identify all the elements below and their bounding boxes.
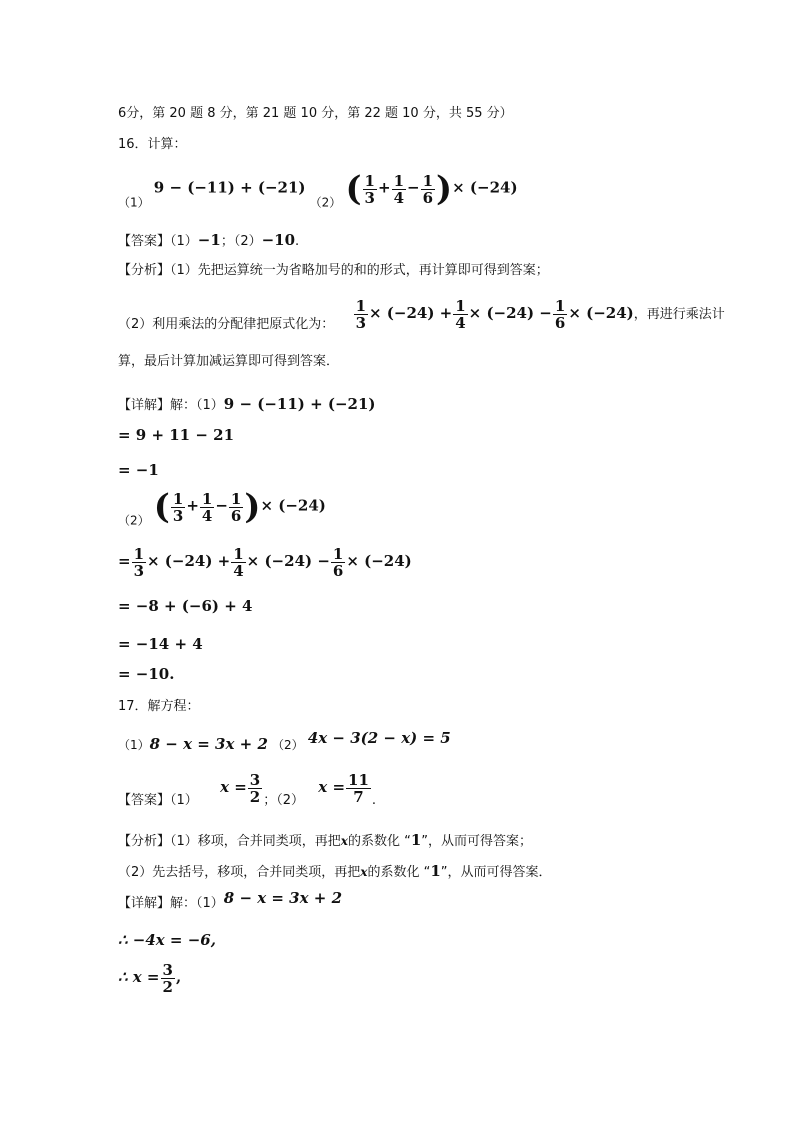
fraction-one-third: $\frac{1}{3}$	[133, 545, 145, 580]
q16-p2-label: （2）	[309, 195, 342, 210]
detail-expr: 8 − x = 3x + 2	[223, 889, 343, 907]
q17-step-1: ∴ −4x = −6,	[118, 931, 216, 949]
analysis-expr-a: × (−24) +	[369, 304, 453, 322]
digit-one: 1	[430, 862, 441, 880]
step3-expr-c: × (−24)	[346, 552, 412, 570]
left-paren: (	[153, 487, 170, 527]
q16-step-5: = −14 + 4	[118, 635, 203, 653]
analysis-1-c: ”，从而可得答案；	[421, 834, 532, 849]
answer-label: 【答案】（1）	[118, 793, 198, 808]
q16-step-6: = −10.	[118, 665, 175, 683]
q17-p1-expr: 8 − x = 3x + 2	[149, 735, 268, 753]
answer-1: −1	[197, 231, 221, 249]
q16-detail	[118, 394, 376, 416]
fraction-one-sixth: $\frac{1}{6}$	[554, 297, 566, 332]
q17-p2-expr: 4x − 3(2 − x) = 5	[307, 729, 451, 747]
q17-step-2	[118, 962, 181, 1002]
analysis-expr-b: × (−24) −	[468, 304, 552, 322]
minus-sign: −	[407, 178, 420, 197]
fraction-one-quarter: $\frac{1}{4}$	[393, 171, 404, 207]
fraction-one-quarter: $\frac{1}{4}$	[455, 297, 466, 332]
q16-problems	[118, 169, 518, 218]
header-line: 6分，第 20 题 8 分，第 21 题 10 分，第 22 题 10 分，共 55 分）	[118, 106, 513, 121]
detail-label: 【详解】解：（1）	[118, 896, 224, 911]
fraction-one-sixth: $\frac{1}{6}$	[422, 171, 434, 207]
analysis-2-end: ，再进行乘法计	[633, 307, 725, 322]
fraction-eleven-sevenths: $\frac{11}{7}$	[348, 771, 369, 806]
q16-p2-tail: × (−24)	[452, 178, 518, 197]
q17-detail	[118, 889, 343, 914]
fraction-one-quarter: $\frac{1}{4}$	[233, 545, 244, 580]
detail-expr: 9 − (−11) + (−21)	[223, 395, 376, 413]
analysis-2-b: 的系数化 “	[367, 865, 431, 880]
fraction-one-sixth: $\frac{1}{6}$	[332, 545, 344, 580]
var-x: x	[360, 865, 368, 879]
answer-label: 【答案】	[118, 234, 171, 249]
fraction-one-third: $\frac{1}{3}$	[355, 297, 366, 332]
q17-answer	[118, 772, 376, 818]
q17-problems	[118, 729, 451, 756]
q16-step-1: = 9 + 11 − 21	[118, 426, 235, 444]
q16-analysis-1: 【分析】（1）先把运算统一为省略加号的和的形式，再计算即可得到答案；	[118, 263, 549, 278]
answer-end: .	[295, 234, 300, 249]
fraction-one-sixth: $\frac{1}{6}$	[230, 489, 242, 525]
fraction-one-quarter: $\frac{1}{4}$	[201, 489, 213, 525]
analysis-2-c: ”，从而可得答案．	[440, 865, 552, 880]
answer-end: .	[371, 793, 377, 808]
q17-analysis-1	[118, 830, 532, 852]
answer-2: −10	[261, 231, 296, 249]
right-paren: )	[436, 169, 453, 209]
q16-title: 16．计算：	[118, 137, 187, 152]
q16-p1-expr: 9 − (−11) + (−21)	[153, 178, 306, 197]
equals-sign: =	[118, 552, 131, 570]
minus-sign: −	[215, 496, 228, 515]
answer-1-label: （1）	[170, 234, 198, 249]
q16-analysis-2	[118, 298, 725, 342]
answer-separator: ；（2）	[263, 793, 305, 808]
q17-p1-label: （1）	[118, 738, 150, 752]
left-paren: (	[345, 169, 362, 209]
step2-lhs: ∴ x =	[118, 968, 160, 986]
q16-p1-label: （1）	[118, 195, 150, 210]
analysis-2-a: （2）先去括号，移项，合并同类项，再把	[118, 865, 361, 880]
analysis-1-a: 【分析】（1）移项，合并同类项，再把	[118, 834, 341, 849]
detail-label: 【详解】解：（1）	[118, 398, 224, 413]
q16-step-2: = −1	[118, 461, 159, 479]
answer-separator: ；（2）	[220, 234, 262, 249]
p2-tail: × (−24)	[260, 496, 326, 515]
q16-step-4: = −8 + (−6) + 4	[118, 597, 253, 615]
plus-sign: +	[377, 178, 391, 197]
step2-end: ,	[175, 968, 182, 986]
q17-analysis-2	[118, 861, 552, 883]
step3-expr-b: × (−24) −	[246, 552, 330, 570]
q17-title: 17．解方程：	[118, 699, 200, 714]
q16-answer	[118, 230, 299, 252]
plus-sign: +	[186, 496, 199, 515]
var-x: x	[340, 834, 348, 848]
answer-2-lhs: x =	[318, 778, 346, 796]
p2-label: （2）	[118, 513, 150, 528]
digit-one: 1	[410, 831, 422, 849]
fraction-one-third: $\frac{1}{3}$	[172, 489, 184, 525]
q16-p2-restate	[118, 487, 326, 536]
q17-p2-label: （2）	[272, 738, 304, 752]
step3-expr-a: × (−24) +	[147, 552, 231, 570]
analysis-expr-c: × (−24)	[568, 304, 634, 322]
q16-analysis-3: 算，最后计算加减运算即可得到答案．	[118, 354, 340, 369]
right-paren: )	[244, 487, 261, 527]
fraction-three-halves: $\frac{3}{2}$	[162, 961, 173, 996]
fraction-three-halves: $\frac{3}{2}$	[249, 771, 261, 806]
analysis-2-text: （2）利用乘法的分配律把原式化为：	[118, 317, 335, 332]
answer-1-lhs: x =	[220, 778, 247, 796]
q16-step-3	[118, 546, 412, 586]
fraction-one-third: $\frac{1}{3}$	[364, 171, 375, 207]
analysis-1-b: 的系数化 “	[347, 834, 411, 849]
